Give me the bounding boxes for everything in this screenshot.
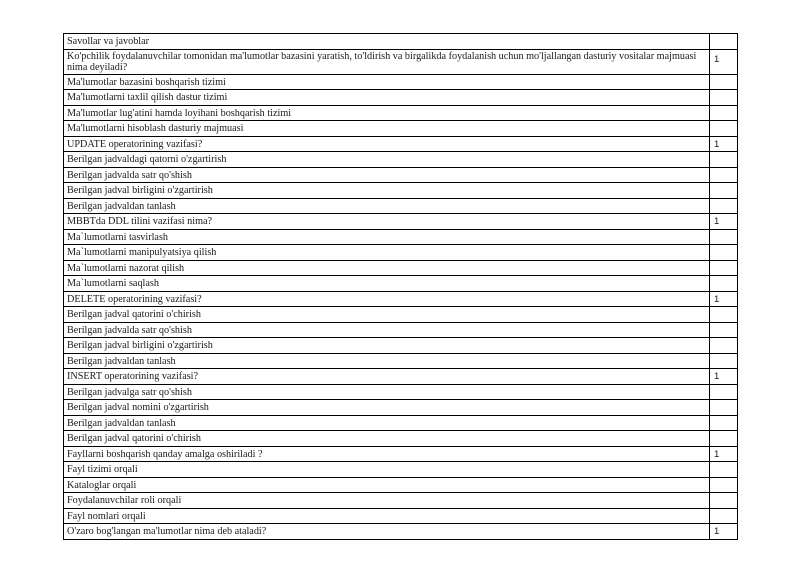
- table-cell-number: 1: [710, 446, 738, 462]
- table-cell-text: DELETE operatorining vazifasi?: [64, 291, 710, 307]
- table-row: [64, 384, 738, 400]
- table-row: [64, 198, 738, 214]
- table-cell-number: [710, 431, 738, 447]
- table-row: [64, 524, 738, 540]
- table-row: [64, 322, 738, 338]
- table-cell-text: Ma`lumotlarni manipulyatsiya qilish: [64, 245, 710, 261]
- table-row: [64, 400, 738, 416]
- table-cell-number: [710, 384, 738, 400]
- table-cell-text: Savollar va javoblar: [64, 34, 710, 50]
- table-cell-number: [710, 462, 738, 478]
- table-row: [64, 229, 738, 245]
- table-row: [64, 245, 738, 261]
- table-cell-text: Berilgan jadvaldan tanlash: [64, 353, 710, 369]
- table-cell-text: Berilgan jadvalda satr qo'shish: [64, 322, 710, 338]
- table-row: [64, 291, 738, 307]
- table-cell-text: Berilgan jadval birligini o'zgartirish: [64, 338, 710, 354]
- table-row: [64, 477, 738, 493]
- table-cell-text: O'zaro bog'langan ma'lumotlar nima deb ataladi?: [64, 524, 710, 540]
- table-cell-text: Berilgan jadval qatorini o'chirish: [64, 307, 710, 323]
- table-row: [64, 105, 738, 121]
- table-cell-text: Berilgan jadvaldan tanlash: [64, 415, 710, 431]
- table-cell-text: Berilgan jadvaldan tanlash: [64, 198, 710, 214]
- table-cell-number: [710, 183, 738, 199]
- document-sheet: [63, 33, 737, 540]
- table-cell-number: 1: [710, 136, 738, 152]
- table-row: [64, 152, 738, 168]
- table-row: [64, 431, 738, 447]
- table-cell-text: Ko'pchilik foydalanuvchilar tomonidan ma'lumotlar bazasini yaratish, to'ldirish va birgalikda foydalanish uchun mo'ljallangan dasturiy vositalar majmuasi nima deyiladi?: [64, 49, 710, 74]
- table-row: [64, 338, 738, 354]
- table-cell-number: [710, 121, 738, 137]
- table-row: [64, 34, 738, 50]
- table-cell-text: Ma`lumotlarni saqlash: [64, 276, 710, 292]
- table-row: [64, 167, 738, 183]
- table-row: [64, 415, 738, 431]
- table-row: [64, 493, 738, 509]
- table-cell-number: 1: [710, 49, 738, 74]
- table-row: [64, 276, 738, 292]
- table-cell-text: Fayllarni boshqarish qanday amalga oshiriladi ?: [64, 446, 710, 462]
- table-row: [64, 183, 738, 199]
- table-cell-number: [710, 167, 738, 183]
- table-row: [64, 462, 738, 478]
- table-cell-text: Berilgan jadval birligini o'zgartirish: [64, 183, 710, 199]
- table-row: [64, 136, 738, 152]
- table-row: [64, 49, 738, 74]
- table-cell-number: 1: [710, 524, 738, 540]
- table-cell-number: [710, 152, 738, 168]
- table-cell-text: Berilgan jadvaldagi qatorni o'zgartirish: [64, 152, 710, 168]
- table-row: [64, 74, 738, 90]
- table-cell-number: [710, 74, 738, 90]
- table-cell-text: Fayl tizimi orqali: [64, 462, 710, 478]
- table-cell-number: [710, 229, 738, 245]
- table-cell-text: Berilgan jadval nomini o'zgartirish: [64, 400, 710, 416]
- table-cell-number: [710, 307, 738, 323]
- table-cell-number: [710, 353, 738, 369]
- table-cell-number: [710, 493, 738, 509]
- qa-table: [63, 33, 738, 540]
- table-row: [64, 214, 738, 230]
- table-row: [64, 90, 738, 106]
- table-row: [64, 446, 738, 462]
- table-cell-number: [710, 105, 738, 121]
- table-cell-text: UPDATE operatorining vazifasi?: [64, 136, 710, 152]
- table-cell-number: [710, 477, 738, 493]
- table-cell-text: Kataloglar orqali: [64, 477, 710, 493]
- table-cell-number: [710, 508, 738, 524]
- table-row: [64, 121, 738, 137]
- table-row: [64, 369, 738, 385]
- table-cell-number: [710, 198, 738, 214]
- table-cell-number: [710, 276, 738, 292]
- table-cell-text: Ma'lumotlar bazasini boshqarish tizimi: [64, 74, 710, 90]
- table-cell-number: 1: [710, 291, 738, 307]
- table-row: [64, 508, 738, 524]
- table-cell-text: Berilgan jadvalga satr qo'shish: [64, 384, 710, 400]
- table-cell-number: [710, 34, 738, 50]
- table-cell-text: Ma'lumotlarni taxlil qilish dastur tizimi: [64, 90, 710, 106]
- table-cell-number: [710, 260, 738, 276]
- table-row: [64, 307, 738, 323]
- table-cell-number: [710, 245, 738, 261]
- table-row: [64, 353, 738, 369]
- table-cell-number: [710, 90, 738, 106]
- table-cell-text: Ma`lumotlarni nazorat qilish: [64, 260, 710, 276]
- table-cell-text: MBBTda DDL tilini vazifasi nima?: [64, 214, 710, 230]
- table-cell-number: 1: [710, 369, 738, 385]
- table-cell-text: Berilgan jadval qatorini o'chirish: [64, 431, 710, 447]
- table-cell-number: [710, 338, 738, 354]
- table-cell-number: [710, 322, 738, 338]
- table-cell-number: [710, 415, 738, 431]
- table-cell-text: Fayl nomlari orqali: [64, 508, 710, 524]
- table-cell-text: INSERT operatorining vazifasi?: [64, 369, 710, 385]
- table-cell-number: 1: [710, 214, 738, 230]
- table-cell-text: Foydalanuvchilar roli orqali: [64, 493, 710, 509]
- table-cell-number: [710, 400, 738, 416]
- table-cell-text: Berilgan jadvalda satr qo'shish: [64, 167, 710, 183]
- table-cell-text: Ma`lumotlarni tasvirlash: [64, 229, 710, 245]
- table-cell-text: Ma'lumotlarni hisoblash dasturiy majmuasi: [64, 121, 710, 137]
- table-cell-text: Ma'lumotlar lug'atini hamda loyihani boshqarish tizimi: [64, 105, 710, 121]
- table-row: [64, 260, 738, 276]
